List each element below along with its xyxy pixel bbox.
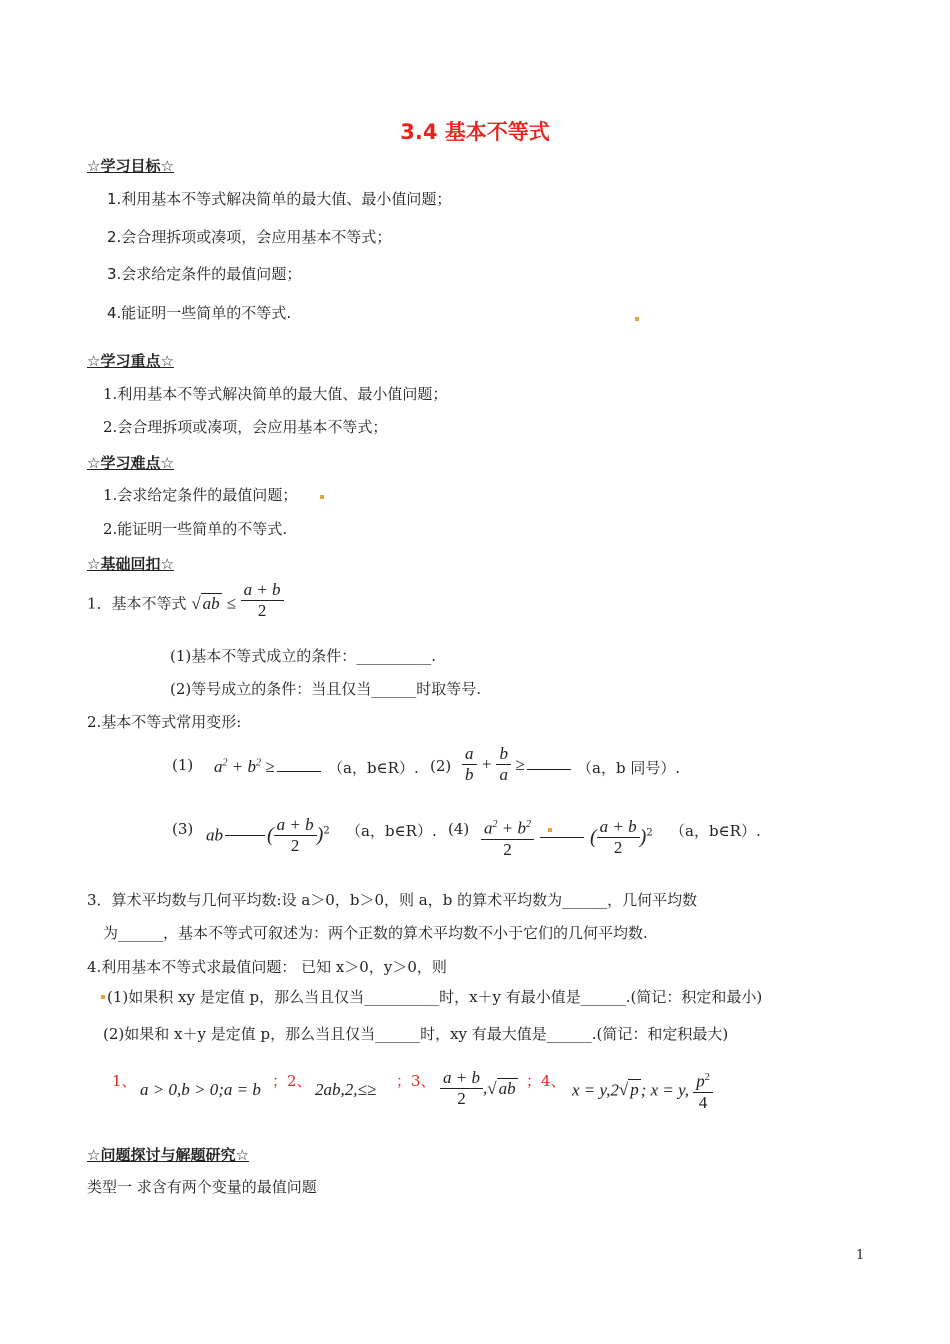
answer-3: $\frac{a + b}{2}$ ,√ ab: [440, 1068, 518, 1109]
review-q3-line2: 为______，基本不等式可叙述为：两个正数的算术平均数不小于它们的几何平均数.: [103, 924, 648, 942]
answer-1-num: 1、: [112, 1072, 137, 1090]
review-q4-line3: (2)如果和 x＋y 是定值 p，那么当且仅当______时，xy 有最大值是______.(简记：和定积最大): [103, 1025, 729, 1043]
answer-4: x = y,2√ p ; x = y, $\frac{p^2}{4}$: [572, 1068, 713, 1113]
answer-4-num: ；4、: [526, 1072, 566, 1090]
review-q4-line2: (1)如果积 xy 是定值 p，那么当且仅当__________时，x＋y 有最小值是______.(简记：积定和最小): [107, 988, 763, 1006]
q1-prefix: 1．基本不等式: [87, 594, 187, 613]
q2-3-label: (3): [172, 820, 194, 838]
review-q2: 2.基本不等式常用变形:: [87, 713, 242, 731]
q2-2-label: (2): [430, 757, 452, 775]
explore-type1: 类型一 求含有两个变量的最值问题: [87, 1178, 317, 1196]
q2-4-cond: （a，b∈R）.: [670, 822, 761, 840]
difficulty-heading: ☆学习难点☆: [87, 454, 174, 472]
focus-item: 2.会合理拆项或凑项，会应用基本不等式；: [103, 418, 388, 436]
q2-1-label: (1): [172, 756, 194, 774]
sqrt-ab-formula: √ ab: [191, 593, 220, 613]
review-q3-line1: 3．算术平均数与几何平均数:设 a＞0，b＞0，则 a，b 的算术平均数为______，几何平均数: [87, 891, 698, 909]
q2-4-formula: $\frac{a^2 + b^2}{2}$ ( $\frac{a + b}{2}$ )$^2$: [481, 815, 653, 860]
difficulty-item: 1.会求给定条件的最值问题；: [103, 486, 298, 504]
answer-2: 2ab,2,≤≥: [315, 1080, 377, 1099]
answer-3-num: ；3、: [396, 1072, 436, 1090]
review-q4-line1: 4.利用基本不等式求最值问题： 已知 x＞0，y＞0，则: [87, 958, 447, 976]
q2-1-cond: （a，b∈R）.: [328, 759, 419, 777]
decorative-dot: [101, 995, 105, 999]
explore-heading: ☆问题探讨与解题研究☆: [87, 1146, 249, 1164]
q2-3-formula: ab ( $\frac{a + b}{2}$ )$^2$: [206, 815, 330, 855]
page-number: 1: [856, 1248, 865, 1263]
review-heading: ☆基础回扣☆: [87, 555, 174, 573]
q2-4-label: (4): [448, 820, 470, 838]
goal-item: 3.会求给定条件的最值问题；: [107, 265, 302, 283]
goal-item: 2.会合理拆项或凑项，会应用基本不等式；: [107, 228, 392, 246]
q2-3-cond: （a，b∈R）.: [346, 822, 437, 840]
review-q1: 1．基本不等式 √ ab ≤ $\frac{a + b}{2}$: [87, 588, 284, 621]
answer-1: a > 0,b > 0;a = b: [140, 1080, 261, 1099]
decorative-dot: [635, 317, 639, 321]
answer-2-num: ；2、: [272, 1072, 312, 1090]
q2-2-cond: （a，b 同号）.: [577, 759, 681, 777]
q1-sub2: (2)等号成立的条件：当且仅当______时取等号.: [170, 680, 482, 698]
focus-heading: ☆学习重点☆: [87, 352, 174, 370]
a-plus-b-over-2: $\frac{a + b}{2}$: [241, 580, 284, 621]
q2-1-formula: $a^2 + b^2$ ≥: [214, 757, 321, 777]
goal-item: 4.能证明一些简单的不等式.: [107, 304, 292, 322]
q2-2-formula: $\frac{a}{b}$ + $\frac{b}{a}$ ≥: [462, 744, 571, 785]
decorative-dot: [548, 828, 552, 832]
difficulty-item: 2.能证明一些简单的不等式.: [103, 520, 288, 538]
q1-sub1: (1)基本不等式成立的条件：__________.: [170, 647, 437, 665]
goal-item: 1.利用基本不等式解决简单的最大值、最小值问题；: [107, 190, 452, 208]
goals-heading: ☆学习目标☆: [87, 157, 174, 175]
decorative-dot: [320, 495, 324, 499]
focus-item: 1.利用基本不等式解决简单的最大值、最小值问题；: [103, 385, 448, 403]
page-title: 3.4 基本不等式: [400, 120, 550, 144]
